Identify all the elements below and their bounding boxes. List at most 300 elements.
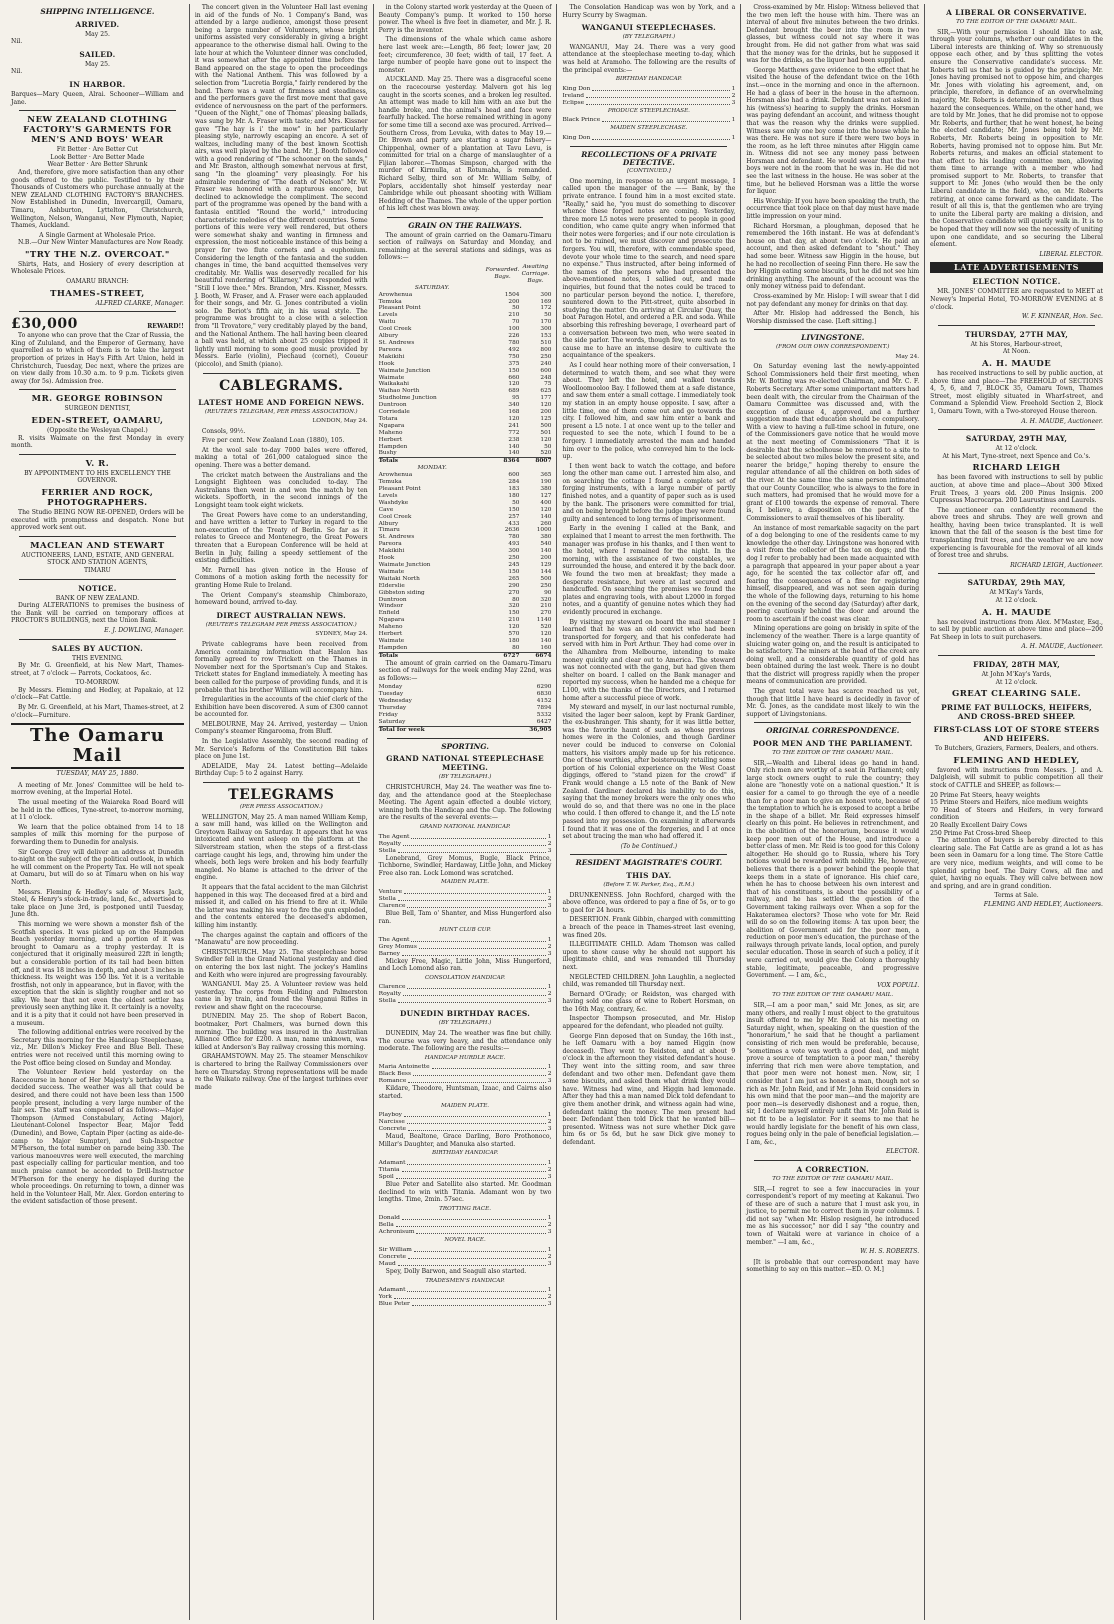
divider — [19, 110, 176, 111]
cablegrams-subtitle: LATEST HOME AND FOREIGN NEWS. — [198, 397, 365, 407]
correction-title: A CORRECTION. — [796, 1164, 870, 1174]
station-name: Temuka — [378, 298, 402, 305]
stock-item: 250 Prime Fat Cross-bred Sheep — [930, 829, 1031, 837]
station-name: Pareora — [378, 346, 402, 353]
livingstone-paragraph: On Saturday evening last the newly-appointed School Commissioners held their first meeting, when Mr. W. Botting was re-elected Chairman, and Mr. C. F. Roberts Secretary. After some unimportant matters had been dealt with, the circular from the Chairman of the Oamaru Committee was discussed and, with the exception of clause 4, approved, and a further suggestion made that education should be compulsory. With a view to having a full-time school in future, one of the Commissioners gave notice that he would move at the next meeting of Commissioners "That it is desirable that the schoolhouse be removed to a site to be selected about two miles below the present site, and nearer the bridge," hoping thereby to ensure the regular attendance of all the children on both sides of the river. At the same time the same person intimated that our County Councillor, who is always to the fore in such matters, had promised that he would move for a grant of £100 towards the expense of removal. There is, I believe, a disposition on the part of the Commissioners to avail themselves of his liberality. — [746, 363, 920, 522]
maclean-name: MACLEAN AND STEWART — [30, 540, 165, 551]
recollections-title: RECOLLECTIONS OF A PRIVATE DETECTIVE. — [581, 149, 717, 167]
weekly-intro: The amount of grain carried on the Oamaru-Timaru section of railways for the week ending May 22nd, was as follows:— — [378, 659, 552, 682]
placing: 1 — [547, 936, 552, 943]
race-name: BIRTHDAY HANDICAP. — [615, 76, 682, 83]
horse-name: Venture — [378, 888, 403, 895]
grain-row — [379, 534, 552, 541]
reward-body: To anyone who can prove that the Czar of Russia, the King of Zululand, and the Emperor of Germany, have quarrelled as to which of them is to take the largest proportion of prizes in Hay's Fifth Art Union, held in Christchurch, Tuesday, Dec next, where the prizes are on view daily from 10.30 a.m. to 9 p.m. Tickets given away (for 5s). Admission free. — [11, 332, 184, 385]
leader-dots — [592, 135, 729, 140]
grain-row — [379, 312, 552, 319]
bag-count: 150 — [508, 506, 520, 513]
station-name: Waikakahi — [378, 381, 409, 388]
bag-count: 200 — [508, 298, 520, 305]
dateline: TUESDAY, MAY 25, 1880. — [56, 770, 139, 778]
bag-count: 120 — [540, 436, 552, 443]
bag-count — [519, 465, 551, 472]
telegrams-title: TELEGRAMS — [228, 787, 335, 804]
election-notice-signature: W. F. KINNEAR, Hon. Sec. — [1021, 313, 1103, 321]
horse-name: Maria Antoinette — [378, 1064, 430, 1071]
divider — [570, 854, 727, 855]
race-name: BIRTHDAY HANDICAP. — [432, 1150, 499, 1157]
race-result-row — [379, 1254, 552, 1261]
reward-label: REWARD!! — [147, 323, 184, 331]
bag-count: 50 — [512, 499, 520, 506]
bag-count: 375 — [508, 360, 520, 367]
great-clearing-sub: FIRST-CLASS LOT OF STORE STEERS AND HEIFERS. — [933, 725, 1100, 744]
horse-name: Concrete — [378, 1253, 406, 1260]
placing: 1 — [731, 85, 736, 92]
station-name: Totals — [379, 458, 486, 465]
grain-row — [379, 381, 552, 388]
wanganui-credit: (BY TELEGRAPH.) — [622, 34, 676, 41]
bag-count: 120 — [540, 506, 552, 513]
election-notice-title: ELECTION NOTICE. — [972, 277, 1061, 287]
editorial-paragraph: Sir George Grey will deliver an address at Dunedin to-night on the subject of the political outlook, in which he will comment on the Property Tax. He will not speak at Oamaru, but will do so at Timaru when on his way North. — [11, 848, 184, 886]
race-result-row — [562, 117, 735, 124]
bag-count: 120 — [508, 415, 520, 422]
rm-court-before: (Before T. W. Parker, Esq., R.M.) — [603, 881, 695, 888]
station-name: SATURDAY. — [414, 284, 450, 291]
sale-date: SATURDAY, 29TH MAY, — [965, 434, 1068, 444]
horse-name: Royalty — [378, 840, 402, 847]
bag-count: 492 — [508, 346, 520, 353]
weekly-row — [379, 705, 552, 712]
leader-dots — [407, 1160, 545, 1165]
weekly-row — [379, 691, 552, 698]
grain-row — [379, 450, 552, 457]
station-name: Albury — [378, 520, 399, 527]
bag-count: 265 — [508, 575, 520, 582]
grain-total-row — [379, 458, 552, 465]
auctioneer-signature: A. H. MAUDE, Auctioneer. — [1021, 417, 1103, 425]
horse-name: Romance — [378, 1078, 407, 1085]
auctioneer-signature: A. H. MAUDE, Auctioneer. — [1021, 643, 1103, 651]
placing: 3 — [547, 1301, 552, 1308]
auction-this-evening: THIS EVENING. — [71, 654, 123, 662]
bag-count: 433 — [508, 520, 520, 527]
bag-count: 180 — [508, 637, 520, 644]
placing: 1 — [547, 1287, 552, 1294]
leader-dots — [398, 848, 546, 853]
bag-count: 750 — [508, 353, 520, 360]
bag-count: 177 — [540, 395, 552, 402]
bag-count: 570 — [508, 631, 520, 638]
grain-row — [379, 527, 552, 534]
grain-row — [379, 500, 552, 507]
divider — [938, 429, 1095, 430]
column-1 — [6, 4, 190, 1620]
bag-count: 75 — [544, 381, 552, 388]
divider — [19, 454, 176, 455]
station-name: Ngapara — [378, 422, 405, 429]
telegram-item: It appears that the fatal accident to the man Gilchrist happened in this way. The deceased fired at a bird and missed it, and called on his friend to fire at it. While the latter was making his way to fire the gun exploded, and the contents entered the deceased's abdomen, killing him instantly. — [194, 883, 368, 929]
wanganui-intro: WANGANUI, May 24. There was a very good attendance at the steeplechase meeting to-day, which was held at Aramoho. The following are the results of the principal events:— — [562, 43, 736, 74]
editorial-paragraph: This morning we were shown a monster fish of the Scotfish species. It was picked up on the Hampden Beach yesterday morning, and a portion of it was brought to Oamaru as a trophy yesterday. It is conjectured that it originally measured 22ft in length; but a considerable portion of its tail had been bitten off, and it was 18 inches in depth, and about 3 inches in thickness. Its weight was 150 lbs. Yet it is a veritable frostfish, not only in appearance, but in flavor, with the exception that the skin is slightly rougher and not so silky. We hear that not even the oldest settler has previously seen anything like it. It certainly is a novelty, and it is a pity that it could not have been preserved in a museum. — [11, 920, 184, 1027]
arrived-date: May 25. — [84, 30, 110, 38]
station-name: Cool Creek — [378, 326, 412, 333]
court-paragraph: Richard Horsman, a ploughman, deposed that he remembered the 16th instant. He was at defendant's house on that day, at about two o'clock. He paid an account, and then asked defendant to "shout." They had some beer. Witness saw Higgin in the house, but he had no recollection of seeing Finn there. He saw the boy Higgin eating some biscuits, but he did not see him drinking anything. The amount of the account was the only money witness paid to defendant. — [746, 222, 920, 291]
cable-item: The Orient Company's steamship Chimborazo, homeward bound, arrived to-day. — [194, 591, 368, 607]
bag-count: 140 — [540, 637, 552, 644]
station-name: Bushy — [378, 450, 397, 457]
bag-count: 365 — [540, 472, 552, 479]
bag-count: 6674 — [519, 652, 551, 659]
grain-row — [379, 645, 552, 652]
race-result-row — [379, 1229, 552, 1236]
telegram-dunedin: DUNEDIN. May 25. The shop of Robert Bacon, bootmaker, Port Chalmers, was burned down this morning. The building was insured in the Australian Alliance Office for £200. A man, name unknown, was killed at Anderson's Bay railway crossing this morning. — [194, 1013, 368, 1051]
bag-count: 183 — [508, 486, 520, 492]
race-result-row — [379, 1261, 552, 1268]
leader-dots — [407, 1119, 546, 1124]
race-result-row — [379, 1126, 552, 1133]
divider — [19, 311, 176, 312]
bag-count: 169 — [540, 298, 552, 305]
station-name: Maheno — [378, 624, 403, 631]
placing: 3 — [547, 1126, 552, 1133]
article-paragraph: in the Colony started work yesterday at the Queen of Beauty Company's pump. It worked to 150 horse power. The wheel is five feet in diameter, and Mr. J. R. Perry is the inventor. — [378, 4, 552, 34]
grain-row — [379, 402, 552, 409]
clothing-note: N.B.—Our New Winter Manufactures are Now Ready. — [18, 239, 184, 247]
weekly-row — [379, 698, 552, 705]
letter-to: TO THE EDITOR OF THE OAMARU MAIL. — [772, 1175, 894, 1182]
horse-name: Playboy — [378, 1112, 402, 1119]
bag-count: 8007 — [519, 458, 551, 465]
livingstone-paragraph: Mining operations are going on briskly in spite of the inclemency of the weather. There is a large quantity of sluicing water going on, and the result is anticipated to be satisfactory. The miners at the head of the creek are doing well, and a considerable quantity of gold has been obtained during the last week. There is no doubt that the district will progress rapidly when the proper means of communication are provided. — [746, 625, 920, 686]
letter-signature: VOX POPULI. — [877, 981, 920, 989]
race-result-row — [379, 944, 552, 951]
station-name: Pleasant Point — [378, 486, 421, 492]
grain-day-heading — [379, 285, 552, 292]
placing: 2 — [731, 92, 736, 99]
sale-body: The attention of buyers is hereby directed to this clearing sale. The Fat Cattle are as grand a lot as has been seen in Oamaru for a long time. The Store Cattle are very nice, medium weights, and will come to be splendid spring beef. The Dairy Cows, all fine and quiet, having no equals. They will calve between now and spring, and are in grand condition. — [930, 837, 1103, 890]
sale-place: At his Stores, Harbour-street, — [970, 340, 1063, 348]
court-item: Bernard O'Grady; or Reidston, was charged with having sold one glass of wine to Robert Horsman, on the 16th May, contrary, &c. — [562, 990, 736, 1013]
bag-count: 500 — [540, 422, 552, 429]
placing: 2 — [547, 840, 552, 847]
cablegrams-date: LONDON, May 24. — [312, 418, 368, 425]
sailed-text: Nil. — [11, 68, 23, 76]
notice-title: NOTICE. — [78, 583, 117, 593]
bag-count — [486, 465, 520, 472]
leader-dots — [414, 1247, 546, 1252]
horse-name: Achronisum — [378, 1229, 415, 1236]
leader-dots — [411, 834, 545, 839]
bag-count: 1140 — [536, 617, 552, 624]
bag-count: 4152 — [536, 698, 552, 705]
horse-name: Stella — [378, 998, 396, 1005]
bag-count: 80 — [512, 596, 520, 603]
race-note: Blue Peter and Satellite also started. Mr. Goodman declined to win with Titania. Adamant won by two lengths. Time, 2min. 57sec. — [378, 1181, 552, 1204]
clothing-line: Fit Better · Are Better Cut — [56, 146, 139, 154]
story-paragraph: As I could hear nothing more of their conversation, I determined to watch them, and see what they were about. They left the hotel, and walked towards Woolloomooloo Bay. I followed them at a safe distance, and saw them enter a small cottage. I immediately took my station in an empty house opposite. I saw, after a little time, one of them come out and go towards the city. I followed him, and saw him enter a bank and present a L5 note. I at once went up to the teller and requested to see the note, which I found to be a forgery. I immediately arrested the man and handed him over to the police, who conveyed him to the lock-up. — [562, 361, 736, 461]
station-name: Herbert — [378, 631, 403, 638]
placing: 1 — [547, 833, 552, 840]
station-name: Elderslie — [378, 582, 405, 589]
horse-name: Spoil — [378, 1174, 394, 1180]
leader-dots — [403, 991, 546, 996]
race-result-row — [562, 135, 735, 142]
divider — [19, 639, 176, 640]
horse-name: Ireland — [562, 92, 585, 99]
dentist-visit: R. visits Waimate on the first Monday in every month. — [11, 434, 184, 450]
bag-count: 250 — [540, 582, 552, 589]
race-name: MAIDEN STEEPLECHASE. — [610, 125, 688, 132]
station-name: Duntroon — [378, 596, 407, 603]
dentist-name: MR. GEORGE ROBINSON — [31, 394, 164, 405]
sale-terms: Terms at Sale. — [994, 892, 1039, 900]
sale-body: has received instructions to sell by public auction, at above time and place—The FREEHOLD of SECTIONS 4, 5, 6, and 7, BLOCK 35, Oamaru Town, Thames Street, most eligibly situated in Wharf-street, and Command a Splendid View. Freehold Section 2, Block 1, Oamaru Town, with a Two-storeyed House thereon. — [930, 369, 1103, 415]
court-item: George Finn deposed that on Sunday, the 16th inst., he left Oamaru with a boy named Higgin (now deceased). They went to Reidston, and at about 9 o'clock in the afternoon they visited defendant's house. They went into the sitting room, and saw three defendant and two other men. Defendant gave them some biscuits, and asked them what drink they would have. Witness had wine, and Higgin had lemonade. After they had this a man named Dick told defendant to give them another drink, and witness again had wine, defendant taking the money. The men present had beer. Defendant then told Dick that he wanted bill—presented. Witness was not sure whether Dick gave him 6s or 5s 6d, but he saw Dick give money to defendant. — [562, 1032, 736, 1146]
station-name: Corriedale — [378, 409, 410, 416]
grain-row — [379, 395, 552, 402]
sporting-title: SPORTING. — [441, 741, 489, 751]
bag-count: 248 — [540, 374, 552, 381]
clothing-line: Look Better · Are Better Made — [50, 153, 145, 161]
bag-count: 600 — [508, 472, 520, 479]
editorial-paragraph: The Volunteer Review held yesterday on the Racecourse in honor of Her Majesty's birthday was a decided success. The weather was all that could be desired, and there could not have been less than 1500 people present, including a very large number of the fair sex. The staff was composed of as follows:—Major Thompson (Armed Constabulary, Acting Major), Lieutenant-Colonel Inspector Bear, Major Tedd (Dunedin), and Bowe, Captain Piper (acting as aide-de-camp to Major Sumpter), and Sub-Inspector M'Pherson, the total number on parade being 330. The various manoeuvres were well executed, the marching past especially calling for particular mention, and too much praise cannot be accorded to Drill-Instructor M'Pherson for the energy he displayed during the whole proceedings. On returning to town, a dinner was held in the Volunteer Hall, Mr. Alex. Gordon entering to the evident satisfaction of those present. — [11, 1069, 184, 1206]
grain-row — [379, 326, 552, 333]
horse-name: Donald — [378, 1215, 400, 1222]
race-result-row — [379, 1119, 552, 1126]
cable-item: Mr. Parnell has given notice in the House of Commons of a motion asking forth the necessity for granting Home Rule to Ireland. — [194, 566, 368, 589]
court-item: DRUNKENNESS. John Rochford, charged with the above offence, was ordered to pay a fine of 5s, or to go to gaol for 24 hours. — [562, 891, 736, 914]
letter-to: TO THE EDITOR OF THE OAMARU MAIL. — [772, 992, 894, 999]
election-notice-body: MR. JONES' COMMITTEE are requested to MEET at Newey's Imperial Hotel, TO-MORROW EVENING at 8 o'clock. — [930, 288, 1103, 311]
station-name: Timaru — [378, 527, 400, 534]
race-result-row — [379, 848, 552, 855]
sailed-heading: SAILED. — [79, 49, 116, 59]
grain-row — [379, 340, 552, 347]
rm-court-day: THIS DAY. — [626, 870, 672, 880]
telegram-item: WELLINGTON, May 25. A man named William Kemp, a saw mill hand, was killed on the Wellington and Greytown Railway on Saturday. It appears that he was intoxicated and went asleep on the platform at the Silverstream station, when the steps of a first-class carriage caught his legs, and, throwing him under the wheels, both legs were broken and his body fearfully mangled. No blame is attached to the driver of the engine. — [194, 813, 368, 882]
divider — [754, 1160, 911, 1161]
auction-item: By Messrs. Fleming and Hedley, at Papakaio, at 12 o'clock—Fat Cattle. — [11, 686, 184, 702]
station-name: Levels — [378, 492, 398, 499]
direct-australian-credit: (REUTER'S TELEGRAM PER PRESS ASSOCIATION.) — [205, 621, 357, 628]
race-result-row — [379, 1064, 552, 1071]
sale-place: At John M'Kay's Yards, — [981, 671, 1052, 678]
station-name: Maheno — [378, 429, 403, 436]
horse-name: Eclipse — [562, 99, 585, 106]
sale-body: has been favored with instructions to sell by public auction, at above time and place—About 300 Mixed Fruit Trees, 3 years old. 200 Pinus Insignis. 200 Cupressus Macrocarpa. 200 Laurustinus and Laurels. — [930, 474, 1103, 505]
photographers-appointment: BY APPOINTMENT TO HIS EXCELLENCY THE GOVERNOR. — [24, 469, 171, 485]
letter-signature: LIBERAL ELECTOR. — [1039, 250, 1103, 258]
bag-count: 95 — [512, 395, 520, 402]
bag-count: 210 — [508, 617, 520, 624]
dentist-note: (Opposite the Wesleyan Chapel.) — [47, 427, 148, 434]
horse-name: Blue Peter — [378, 1301, 410, 1308]
leader-dots — [419, 944, 546, 949]
placing: 2 — [547, 1071, 552, 1078]
bag-count: 238 — [508, 436, 520, 443]
leader-dots — [408, 1126, 546, 1131]
bag-count: 127 — [540, 492, 552, 499]
australian-item: ADELAIDE, May 24. Latest betting—Adelaide Birthday Cup: 5 to 2 against Harry. — [194, 762, 368, 778]
dunedin-birthday-results — [379, 1055, 552, 1308]
grain-row — [379, 576, 552, 583]
bag-count: 210 — [508, 312, 520, 319]
race-name: GRAND NATIONAL HANDICAP. — [419, 823, 511, 830]
station-name: Pareora — [378, 541, 402, 548]
station-name: Enfield — [378, 610, 400, 617]
sale-time: At 12 o'clock. — [995, 597, 1038, 605]
telegram-grahamstown: GRAHAMSTOWN. May 25. The steamer Menschikov is chartered to bring the Railway Commissioners over here on Thursday. Strong representations will be made re the Waikato railway. One of the largest turbines ever made — [194, 1053, 368, 1091]
divider — [938, 325, 1095, 326]
court-paragraph: After Mr. Hislop had addressed the Bench, his Worship dismissed the case. [Left sitting.] — [746, 310, 920, 325]
wanganui-results — [562, 76, 735, 142]
placing: 1 — [547, 1064, 552, 1071]
reward-header — [11, 316, 184, 332]
station-name: Makikihi — [378, 548, 405, 555]
grain-row — [379, 354, 552, 361]
station-name: Waimate Junction — [378, 367, 431, 374]
grain-table-header — [379, 264, 552, 285]
bag-count: 90 — [544, 589, 552, 596]
race-name: PRODUCE STEEPLECHASE. — [607, 107, 690, 114]
leader-dots — [404, 889, 546, 894]
auctioneer-name: RICHARD LEIGH — [972, 463, 1061, 474]
branch-address: THAMES-STREET, — [50, 288, 145, 299]
maclean-place: TIMARU — [83, 566, 111, 574]
grain-row — [379, 388, 552, 395]
concert-report: The concert given in the Volunteer Hall last evening in aid of the funds of No. 1 Company's Band, was attended by a large audience, amongst those present being a large number of Volunteers, whose bright uniforms assisted very considerably in giving a bright appearance to the otherwise dismal hall. Owing to the late hour at which the Volunteer dinner was concluded, it was somewhat after the appointed time before the Band appeared on the stage to open the proceedings with the National Anthem. This was followed by a selection from "Lucretia Borgia," fairly rendered by the band. There was a want of firmness and steadiness, and the performers gave the first move ment that gave evidence of nervousness on the part of the performers. "Queen of the Night," one of Thomas' pleasing ballads, was sung by Mr. A. Fraser with taste; and Mrs. Kissner gave "The hay is i' the mow" in her particularly pleasing style, narrowly escaping an encore. A set of waltzes, including many of the best known Scottish airs, was well played by the band. Mr. J. Booth followed with a good rendering of "The schooner on the sands," and Mr. Braston, although somewhat nervous at first, sang "In the gloaming" very pleasingly. For his admirable rendering of "The death of Nelson" Mr. W. Fraser was honored with a rapturous encore, but declined to acknowledge the compliment. The second part of the programme was opened by the band with a fantasia entitled "Round the world," introducing characteristic melodies of the different countries. Some portions of this were very well rendered, but others were somewhat shaky and wanting in firmness and expression, the most noticeable instance of this being a prayer for two flute cornets and a euphonium. Considering the length of the fantasia and the sudden changes in time, the band acquitted themselves very creditably. Mr. Wallis was deservedly recalled for his beautiful rendering of "Killarney," and responded with "Still I love thee." Mrs. Brandon, Mrs. Kissner, Messrs. J. Booth, W. Fraser, and A. Fraser were each applauded for their songs, and Mr. G. Jones contributed a violin solo. De Beriot's fifth air, in his usual style. The programme was brought to a close with a selection from "Il Trovatore," very creditably played by the band, and the National Anthem. The hall having been cleared a ball was held, at which about 25 couples tripped it lightly until morning to some good music provided by Messrs. Earle (violin), Piechaud (cornet), Coueur (piccolo), and Smith (piano). — [194, 4, 368, 368]
bag-count: 689 — [508, 388, 520, 395]
telegram-item: The charges against the captain and officers of the "Manawatu" are now proceeding. — [194, 931, 368, 947]
column-6 — [925, 4, 1108, 1620]
grain-total-row — [379, 652, 552, 659]
race-result-row — [562, 93, 735, 100]
placing: 3 — [547, 1174, 552, 1180]
station-name: Total for week — [379, 726, 520, 733]
editorial-paragraph: The following additional entries were received by the Secretary this morning for the Handicap Steeplechase, viz., Mr. Dillon's Mickey Free and Blue Bell. These entries were not received until this morning owing to the Post office being closed on Sunday and Monday. — [11, 1029, 184, 1067]
divider — [203, 782, 360, 783]
bag-count: Forwarded. Bags. — [485, 267, 520, 281]
station-name: Studholme Junction — [378, 395, 437, 402]
grain-row — [379, 375, 552, 382]
branch-heading: OAMARU BRANCH: — [66, 278, 129, 286]
leader-dots — [402, 1167, 546, 1172]
letter-signature: W. H. S. ROBERTS. — [860, 1248, 920, 1256]
race-name: CONSOLATION HANDICAP. — [425, 974, 506, 981]
stock-item: 15 Prime Steers and Heifers, nice medium weights — [930, 799, 1088, 807]
grain-row — [379, 347, 552, 354]
direct-australian-title: DIRECT AUSTRALIAN NEWS. — [216, 610, 346, 620]
bag-count: 160 — [540, 644, 552, 651]
sale-body: has received instructions from Alex. M'Master, Esq., to sell by public auction at above time and place—200 Fat Sheep in lots to suit purchasers. — [930, 618, 1103, 641]
bag-count: 200 — [540, 555, 552, 562]
bag-count: 144 — [540, 568, 552, 575]
race-result-row — [562, 100, 735, 107]
bag-count: 270 — [540, 610, 552, 617]
placing: 3 — [731, 99, 736, 106]
bag-count: 80 — [512, 644, 520, 651]
station-name: Arowhenua — [378, 291, 413, 298]
station-name: Totara — [378, 415, 398, 422]
station-name: Temuka — [378, 479, 402, 486]
bag-count: 8364 — [486, 458, 520, 465]
placing: 1 — [731, 117, 736, 124]
weekly-total-row — [379, 726, 552, 733]
horse-name: The Agent — [378, 936, 410, 943]
leader-dots — [404, 1112, 546, 1117]
grain-row — [379, 437, 552, 444]
sale-time: At Noon. — [1002, 348, 1031, 356]
auction-item: TO-MORROW. — [75, 679, 120, 687]
notice-signed: E. J. DOWLING, Manager. — [104, 626, 184, 634]
bag-count: 7894 — [536, 705, 552, 712]
grain-row — [379, 624, 552, 631]
bag-count: 6830 — [536, 691, 552, 698]
letter-to: TO THE EDITOR OF THE OAMARU MAIL. — [772, 750, 894, 757]
grain-row — [379, 521, 552, 528]
story-paragraph: One morning, in response to an urgent message, I called upon the manager of the —— Bank, by the private entrance. I found him in a most excited state. "Really," said he, "you must do something to discover whence these forged notes are coming. Yesterday, three more L5 notes were presented to people in good condition, who came quite angry when informed that their notes were forgeries; and if our note circulation is not to be ruined, we must discover and prosecute the forgers. You will, therefore, with commendable speed, devote your whole time to the search, and need spare no expense." Thus instructed, after being informed of the names of the persons who had presented the above-mentioned notes, I sallied out, and made inquiries, but found that the notes could be traced to no particular person beyond the notice. I, therefore, sauntered down to the Pitt-street, quite absorbed in studying the matter. On arriving at Circular Quay, the boat Paragon Hotel, and ordered a P.R. and soda. While absorbing this refreshing beverage, I overheard part of a conversation between two men, who were seated in the side parlor. The words, though few, were such as to cause me to have an intense desire to cultivate the acquaintance of the speakers. — [562, 177, 736, 360]
placing: 1 — [547, 984, 552, 991]
divider — [938, 573, 1095, 574]
horse-name: Adamant — [378, 1160, 406, 1166]
leader-dots — [398, 896, 546, 901]
station-name: Cool Creek — [378, 513, 412, 520]
bag-count: 380 — [540, 486, 552, 492]
placing: 2 — [547, 1222, 552, 1229]
leader-dots — [396, 1174, 546, 1179]
station-name: Duntroon — [378, 402, 407, 409]
race-result-row — [379, 903, 552, 910]
placing: 1 — [547, 1112, 552, 1119]
leader-dots — [403, 841, 546, 846]
sale-place: At his Mart, Tyne-street, next Spence and Co.'s. — [942, 452, 1091, 460]
race-result-row — [379, 1301, 552, 1308]
race-result-row — [379, 937, 552, 944]
station-name: Makikihi — [378, 353, 405, 360]
bag-count: 250 — [540, 353, 552, 360]
auctioneer-signature: FLEMING AND HEDLEY, Auctioneers. — [983, 900, 1103, 908]
divider — [754, 329, 911, 330]
bag-count: 129 — [540, 561, 552, 568]
bag-count: 172 — [540, 305, 552, 312]
station-name: Arowhenua — [378, 472, 413, 479]
bag-count: 380 — [540, 534, 552, 541]
bag-count: 300 — [508, 548, 520, 555]
race-name: TRADESMEN'S HANDICAP. — [425, 1277, 505, 1284]
race-result-row — [379, 1294, 552, 1301]
station-name: Hook — [378, 555, 395, 562]
race-result-row — [379, 1174, 552, 1181]
livingstone-credit: (FROM OUR OWN CORRESPONDENT.) — [776, 343, 890, 350]
station-name: Saturday — [378, 718, 406, 725]
station-name: Washdyke — [378, 499, 409, 506]
bag-count: 2636 — [504, 527, 520, 534]
station-name: St. Andrews — [378, 534, 415, 541]
bag-count: 150 — [508, 568, 520, 575]
placing: 3 — [547, 847, 552, 854]
sale-body: favored with instructions from Messrs. J. and A. Dalgleish, will submit to public competition all their stock of CATTLE and SHEEP, as follows:— — [930, 766, 1103, 789]
bag-count: 150 — [508, 367, 520, 374]
station-name: Albury — [378, 333, 399, 340]
arrived-heading: ARRIVED. — [75, 19, 120, 29]
placing: 3 — [547, 950, 552, 957]
bag-count: 241 — [508, 422, 520, 429]
cable-item: The cricket match between the Australians and the Longsight Eighteen was concluded to-day. The Australians then went in and won the match by ten wickets. Spofforth, in the second innings of the Longsight team took eight wickets. — [194, 471, 368, 510]
station-name: Waimate — [378, 374, 405, 381]
race-result-row — [379, 1215, 552, 1222]
masthead: The Oamaru Mail — [11, 723, 184, 769]
